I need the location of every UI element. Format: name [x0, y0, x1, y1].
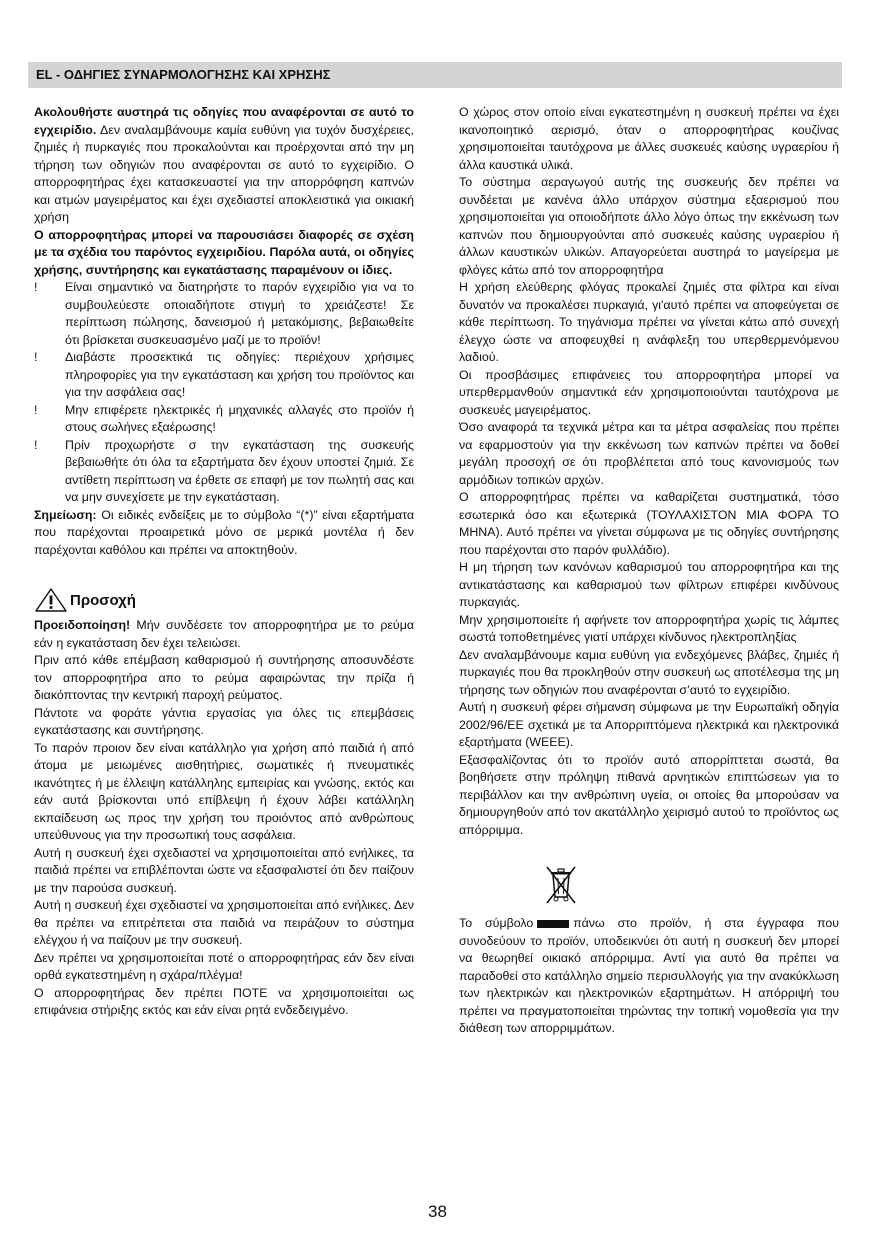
safety-paragraph: Το παρόν προιον δεν είναι κατάλληλο για χρήση από παιδιά ή από άτομα με μειωμένες αισθητήριες, σωματικές ή πνευματικές ικανότητες ή με έλλειψη κατάλληλης εμπειρίας και γνώσης, εκτός και εάν αυτά βρίσκονται υπό επίβλεψη ή έχουν λάβει κατάλληλη εκπαίδευση ως προς την χρήση του προιόντος από ανθρώπους υπεύθυνους για την προσωπική τους ασφάλεια. — [34, 740, 414, 842]
safety-paragraph: Ο απορροφητήρας δεν πρέπει ΠΟΤΕ να χρησιμοποιείται ως επιφάνεια στήριξης εκτός και εάν είναι ρητά ενδεδειγμένο. — [34, 985, 414, 1017]
exclamation-mark: ! — [34, 280, 38, 294]
list-item — [34, 402, 414, 437]
exclamation-mark: ! — [34, 402, 38, 417]
design-notice: Ο απορροφητήρας μπορεί να παρουσιάσει διαφορές σε σχέση με τα σχέδια του παρόντος εγχειριδίου. Παρόλα αυτά, οι οδηγίες χρήσης, συντήρησης και εγκατάστασης παραμένουν οι ίδιες. — [34, 227, 414, 277]
safety-paragraph: Δεν αναλαμβάνουμε καμια ευθύνη για ενδεχόμενες βλάβες, ζημιές ή πυρκαγιές που θα προκληθούν στην συσκευή ως αποτέλεσμα της μη τήρησης των οδηγιών που αναφέρονται σ’αυτό το εγχειρίδιο. — [459, 647, 839, 697]
intro-paragraph — [34, 104, 414, 227]
attention-title: Προσοχή — [70, 591, 136, 609]
safety-paragraph: Η μη τήρηση των κανόνων καθαρισμού του απορροφητήρα και της αντικατάστασης και καθαρισμού των φίλτρων επιφέρει κινδύνους πυρκαγιάς. — [459, 560, 839, 609]
symbol-text-after: πάνω στο προϊόν, ή στα έγγραφα που συνοδεύουν το προϊόν, υποδεικνύει ότι αυτή η συσκευή δεν μπορεί να θεωρηθεί οικιακό απόρριμμα. Αντί για αυτό θα πρέπει να παραδοθεί στο κατάλληλο σημείο περισυλλογής για την ανακύκλωση των ηλεκτρικών και ηλεκτρονικών εξαρτημάτων. Η απόρριψή του πρέπει να πραγματοποιείται τηρώντας την τοπική νομοθεσία για την διάθεση των απορριμμάτων. — [459, 916, 839, 1035]
warning-text: Μήν συνδέσετε τον απορροφητήρα με το ρεύμα εάν η εγκατάσταση δεν έχει τελειώσει. — [34, 618, 414, 650]
intro-bold: Ακολουθήστε αυστηρά τις οδηγίες που αναφέρονται σε αυτό το εγχειρίδιο. — [34, 105, 414, 137]
section-header — [28, 62, 842, 88]
safety-paragraph: Όσο αναφορά τα τεχνικά μέτρα και τα μέτρα ασφαλείας που πρέπει να εφαρμοστούν για την εκκένωση των καπνών πρέπει να δοθεί μεγάλη προσοχή σε ότι προβλέπεται από τους κανονισμούς των αρμόδιων τοπικών αρχών. — [459, 420, 839, 487]
warning-triangle-icon — [34, 587, 68, 613]
safety-paragraph: Δεν πρέπει να χρησιμοποιείται ποτέ ο απορροφητήρας εάν δεν είναι ορθά εγκατεστημένη η σχάρα/πλέγμα! — [34, 950, 414, 982]
list-item — [34, 349, 414, 402]
note-text: Οι ειδικές ενδείξεις με το σύμβολο “(*)” είναι εξαρτήματα που παρέχονται προαιρετικά μόνο σε μερικά μοντέλα ή δεν παρέχονται καθόλου και πρέπει να αποκτηθούν. — [34, 507, 414, 557]
safety-paragraph: Μην χρησιμοποιείτε ή αφήνετε τον απορροφητήρα χωρίς τις λάμπες σωστά τοποθετημένες γιατί υπάρχει κίνδυνος ηλεκτροπληξίας — [459, 612, 839, 644]
list-item-text: Είναι σημαντικό να διατηρήστε το παρόν εγχειρίδιο για να το συμβουλεύεστε οποιαδήποτε στιγμή το χρειάζεστε! Σε περίπτωση πώλησης, δανεισμού ή μετακόμισης, βεβαιωθείτε ότι βρίσκεται συσκευασμένο μαζί με το προϊόν! — [65, 280, 414, 347]
intro-text: Δεν αναλαμβάνουμε καμία ευθύνη για τυχόν δυσχέρειες, ζημιές ή πυρκαγιές που προκαλούνται και προέρχονται από την μη τήρηση των οδηγιών που αναφέρονται σε αυτό το εγχειρίδιο. Ο απορροφητήρας έχει κατασκευαστεί για την απορρόφηση καπνών και ατμών μαγειρέματος και έχει σχεδιαστεί αποκλειστικά για οικιακή χρήση — [34, 122, 414, 224]
left-column — [34, 104, 414, 1020]
safety-paragraph: Οι προσβάσιμες επιφάνειες του απορροφητήρα μπορεί να υπερθερμανθούν σημαντικά εάν χρησιμοποιούνται ταυτόχρονα με συσκευές μαγειρέματος. — [459, 367, 839, 417]
safety-paragraph: Αυτή η συσκευή έχει σχεδιαστεί να χρησιμοποιείται από ενήλικες, τα παιδιά πρέπει να επιβλέπονται ώστε να εξασφαλιστεί ότι δεν παίζουν με την παρούσα συσκευή. — [34, 845, 414, 895]
weee-symbol-paragraph — [459, 915, 839, 1038]
safety-paragraph: Αυτή η συσκευή έχει σχεδιαστεί να χρησιμοποιείται από ενήλικες. Δεν θα πρέπει να επιτρέπεται στα παιδιά να πειράζουν το σύστημα ελέγχου ή να παίζουν με την συσκευή. — [34, 898, 414, 947]
safety-paragraph: Ο χώρος στον οποίο είναι εγκατεστημένη η συσκευή πρέπει να έχει ικανοποιητικό αερισμό, όταν ο απορροφητήρας κουζίνας χρησιμοποιείται ταυτόχρονα με άλλες συσκευές καύσης υγραερίου ή άλλα καυστικά υλικά. — [459, 105, 839, 172]
safety-paragraph: Η χρήση ελεύθερης φλόγας προκαλεί ζημιές στα φίλτρα και είναι δυνατόν να προκαλέσει πυρκαγιά, γι'αυτό πρέπει να αποφεύγεται σε κάθε περίπτωση. Το τηγάνισμα πρέπει να γίνεται κάτω από συνεχή έλεγχο ώστε να αποφευχθεί η ανάφλεξη του υπερθερμενόμενου λαδιού. — [459, 280, 839, 364]
section-title: EL - ΟΔΗΓΙΕΣ ΣΥΝΑΡΜΟΛΟΓΗΣΗΣ ΚΑΙ ΧΡΗΣΗΣ — [36, 67, 331, 82]
list-item — [34, 437, 414, 507]
crossed-bin-icon — [543, 863, 579, 905]
safety-paragraph: Εξασφαλίζοντας ότι το προϊόν αυτό απορρίπτεται σωστά, θα βοηθήσετε στην πρόληψη πιθανά αρνητικών επιπτώσεων για το περιβάλλον και την ανθρώπινη υγεία, οι οποίες θα μπορούσαν να δημιουργηθούν από τον ακατάλληλο χειρισμό αυτού το προϊόντος ως απόρριμμα. — [459, 752, 839, 837]
symbol-text-before: Το σύμβολο — [459, 916, 534, 930]
safety-paragraph: Ο απορροφητήρας πρέπει να καθαρίζεται συστηματικά, τόσο εσωτερικά όσο και εξωτερικά (ΤΟΥΛΑΧΙΣΤΟΝ ΜΙΑ ΦΟΡΑ ΤΟ ΜΗΝΑ). Αυτό πρέπει να γίνεται σύμφωνα με τις οδηγίες συντήρησης που παρέχονται στο παρόν φυλλάδιο). — [459, 490, 839, 557]
warning-paragraph — [34, 617, 414, 652]
safety-paragraph: Αυτή η συσκευή φέρει σήμανση σύμφωνα με την Ευρωπαϊκή οδηγία 2002/96/ΕΕ σχετικά με τα Απορριπτόμενα ηλεκτρικά και ηλεκτρονικά εξαρτήματα (WEEE). — [459, 700, 839, 749]
safety-paragraph: Το σύστημα αεραγωγού αυτής της συσκευής δεν πρέπει να συνδέεται με κανένα άλλο υπάρχον σύστημα εξαερισμού που χρησιμοποιείται για οποιοδήποτε άλλο λόγο όπως την εκκένωση των καπνών που δημιουργούνται από συσκευές καύσης υγραερίου ή άλλων καυστικών υλικών. Απαγορεύεται αυστηρά το μαγείρεμα με φλόγες κάτω από τον απορροφητήρα — [459, 175, 839, 277]
warning-label: Προειδοποίηση! — [34, 618, 131, 632]
safety-paragraph: Πριν από κάθε επέμβαση καθαρισμού ή συντήρησης αποσυνδέστε τον απορροφητήρα απο το ρεύμα αφαιρώντας την πρίζα ή διακόπτοντας την κεντρική παροχή ρεύματος. — [34, 653, 414, 702]
list-item-text: Διαβάστε προσεκτικά τις οδηγίες: περιέχουν χρήσιμες πληροφορίες για την εγκατάσταση και χρήση του προϊόντος και για την ασφάλεια σας! — [65, 350, 414, 399]
right-column — [459, 104, 839, 1038]
note-paragraph — [34, 507, 414, 560]
list-item — [34, 279, 414, 349]
page-number: 38 — [428, 1202, 447, 1221]
exclamation-mark: ! — [34, 350, 38, 364]
note-label: Σημείωση: — [34, 507, 97, 522]
attention-heading — [34, 587, 414, 613]
black-bar-symbol-icon — [537, 920, 569, 928]
list-item-text: Μην επιφέρετε ηλεκτρικές ή μηχανικές αλλαγές στο προϊόν ή στους σωλήνες εξαέρωσης! — [65, 402, 414, 434]
list-item-text: Πρίν προχωρήστε σ την εγκατάσταση της συσκευής βεβαιωθήτε ότι όλα τα εξαρτήματα δεν έχουν υποστεί ζημιά. Σε αντίθετη περίπτωση να έρθετε σε επαφή με τον πωλητή σας και να μην συνεχίσετε με την εγκατάσταση. — [65, 437, 414, 504]
safety-paragraph: Πάντοτε να φοράτε γάντια εργασίας για όλες τις επεμβάσεις εγκατάστασης και συντήρησης. — [34, 705, 414, 737]
warning-list — [34, 279, 414, 507]
exclamation-mark: ! — [34, 437, 38, 452]
